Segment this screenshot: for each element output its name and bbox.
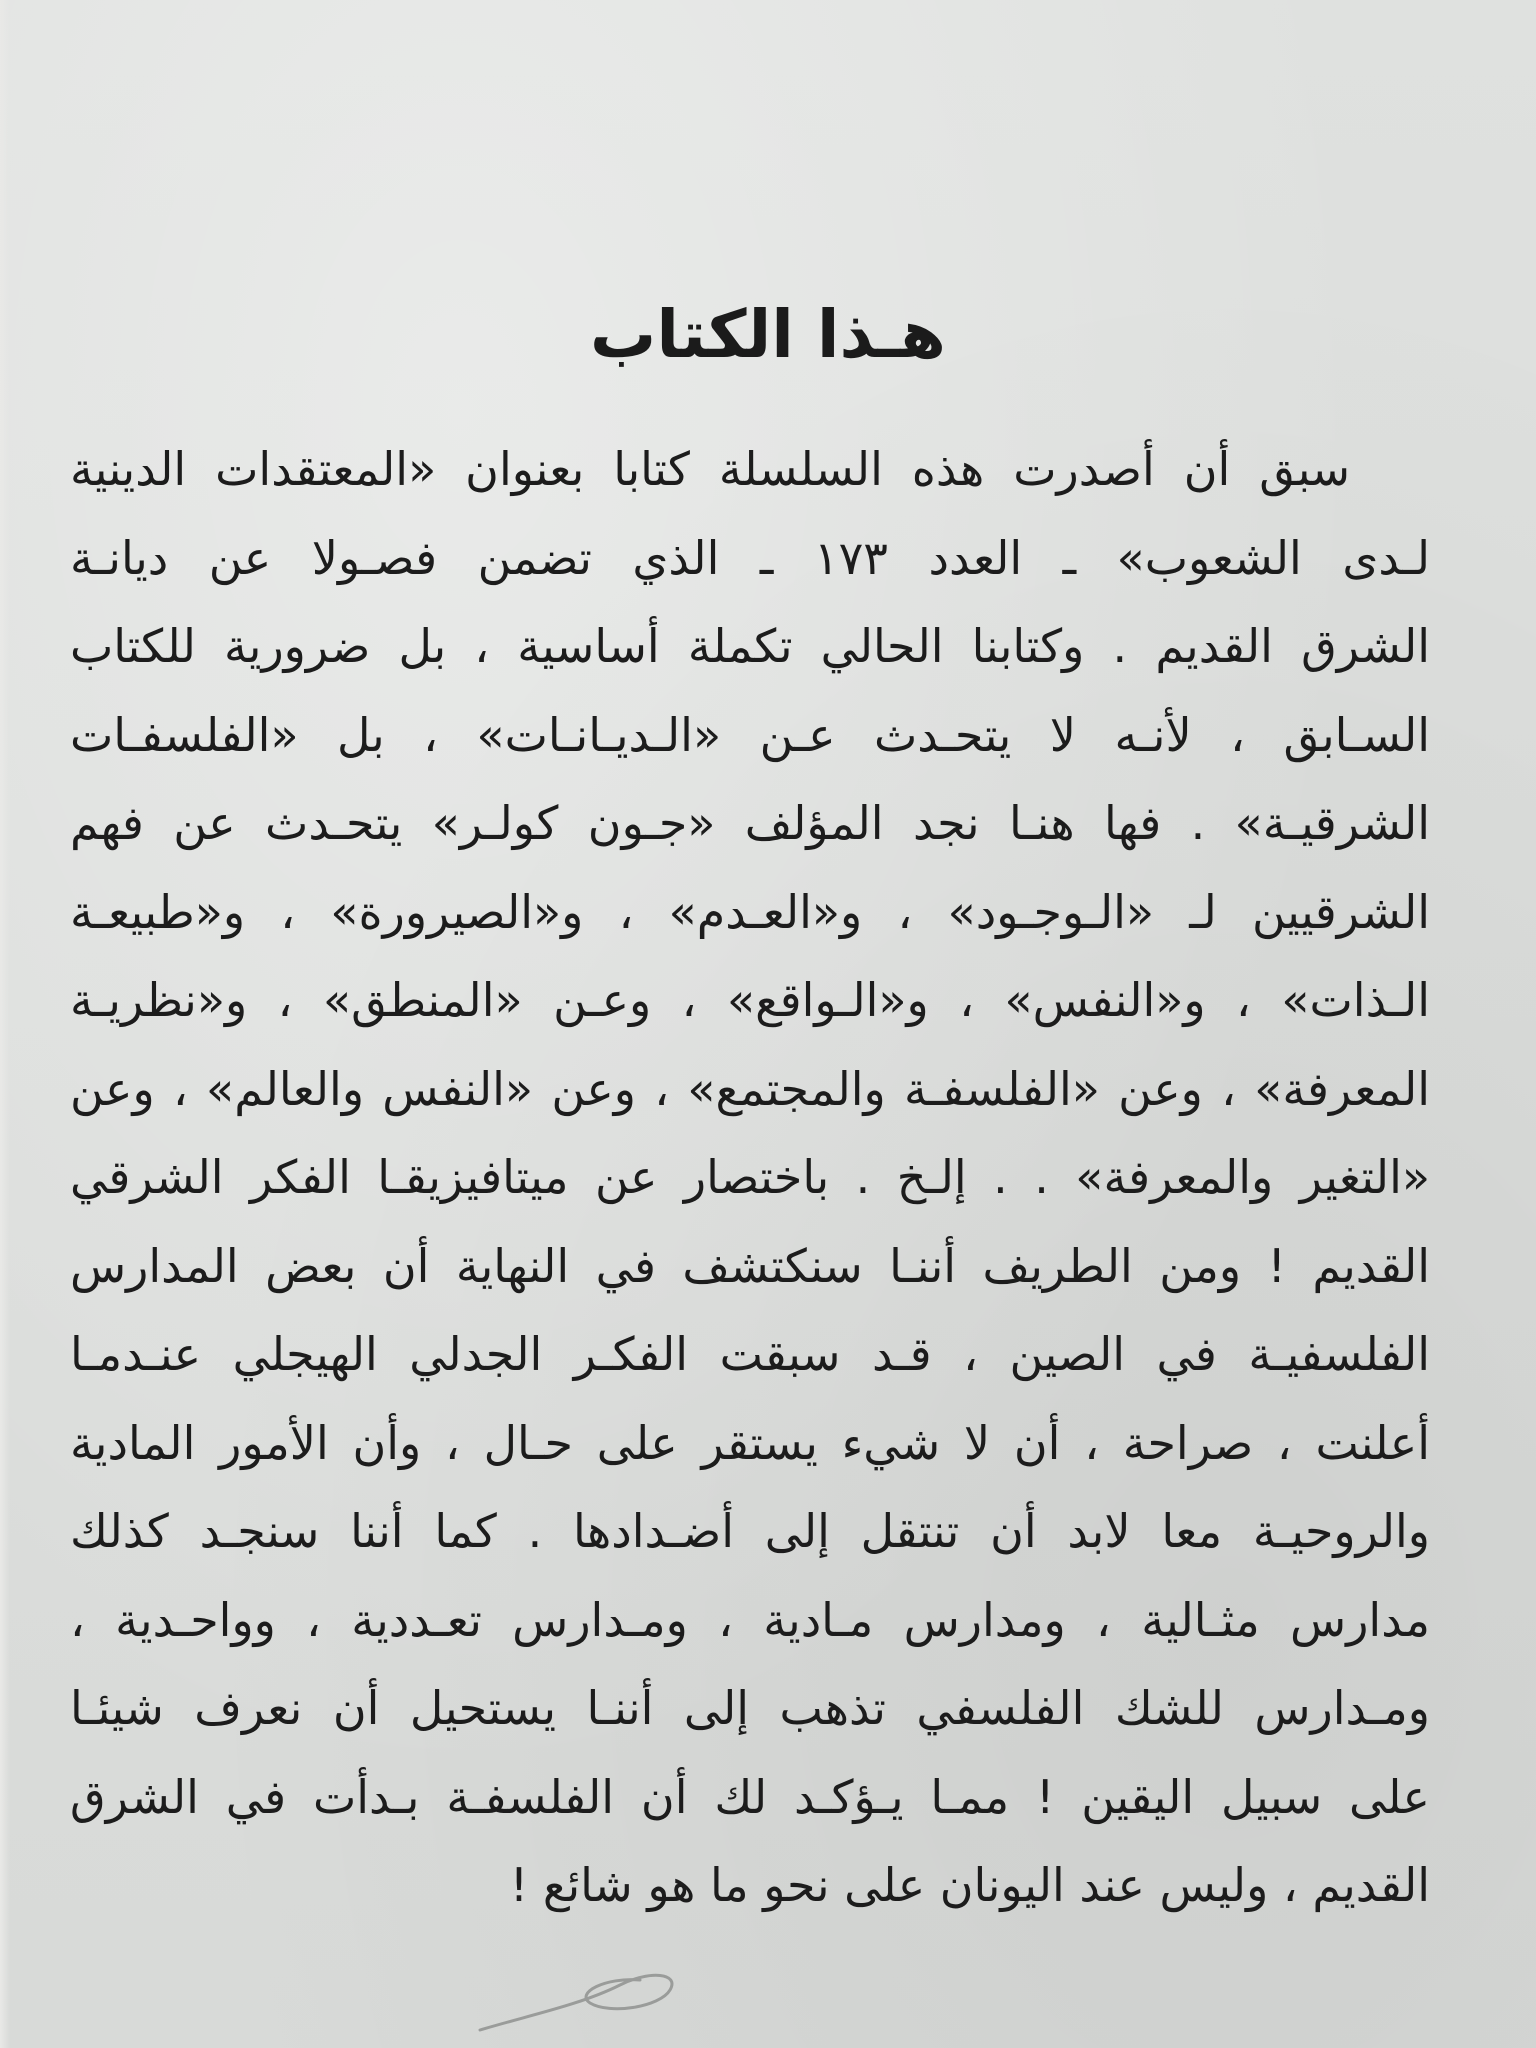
text-line: ومـدارس للشك الفلسفي تذهب إلى أننـا يستحيل أن نعرف شيئـا bbox=[70, 1681, 1430, 1735]
text-line: الشرق القديم . وكتابنا الحالي تكملة أساسية ، بل ضرورية للكتاب bbox=[70, 619, 1430, 673]
text-line: المعرفة» ، وعن «الفلسفـة والمجتمع» ، وعن «النفس والعالم» ، وعن bbox=[70, 1061, 1430, 1116]
text-line: الفلسفيـة في الصين ، قـد سبقت الفكـر الجدلي الهيجلي عنـدمـا bbox=[70, 1327, 1430, 1381]
pen-scribble bbox=[470, 1955, 710, 2045]
page-title: هـذا الكتاب bbox=[590, 296, 946, 373]
text-line: السـابق ، لأنـه لا يتحـدث عـن «الـديـانـات» ، بل «الفلسفـات bbox=[70, 707, 1430, 762]
text-line: القديم ! ومن الطريف أننـا سنكتشف في النهاية أن بعض المدارس bbox=[70, 1238, 1430, 1293]
text-line: الشرقيـة» . فها هنـا نجد المؤلف «جـون كولـر» يتحـدث عن فهم bbox=[70, 796, 1430, 850]
text-line: أعلنت ، صراحة ، أن لا شيء يستقر على حـال ، وأن الأمور المادية bbox=[70, 1415, 1430, 1470]
text-line: على سبيل اليقين ! ممـا يـؤكـد لك أن الفلسفـة بـدأت في الشرق bbox=[70, 1769, 1430, 1824]
text-line: مدارس مثـالية ، ومدارس مـادية ، ومـدارس تعـددية ، وواحـدية ، bbox=[70, 1592, 1430, 1647]
text-line: «التغير والمعرفة» . . إلـخ . باختصار عن ميتافيزيقـا الفكر الشرقي bbox=[70, 1150, 1430, 1204]
text-line: لـدى الشعوب» ـ العدد ١٧٣ ـ الذي تضمن فصـولا عن ديانـة bbox=[70, 530, 1430, 585]
text-line: الـذات» ، و«النفس» ، و«الـواقع» ، وعـن «المنطق» ، و«نظريـة bbox=[70, 973, 1430, 1027]
text-line: سبق أن أصدرت هذه السلسلة كتابا بعنوان «المعتقدات الدينية bbox=[70, 442, 1350, 496]
text-line: القديم ، وليس عند اليونان على نحو ما هو شائع ! bbox=[509, 1858, 1430, 1912]
body-text bbox=[70, 425, 1430, 1930]
text-line: الشرقيين لـ «الـوجـود» ، و«العـدم» ، و«الصيرورة» ، و«طبيعـة bbox=[70, 884, 1430, 939]
text-line: والروحيـة معا لابد أن تنتقل إلى أضـدادها . كما أننا سنجـد كذلك bbox=[70, 1504, 1430, 1558]
